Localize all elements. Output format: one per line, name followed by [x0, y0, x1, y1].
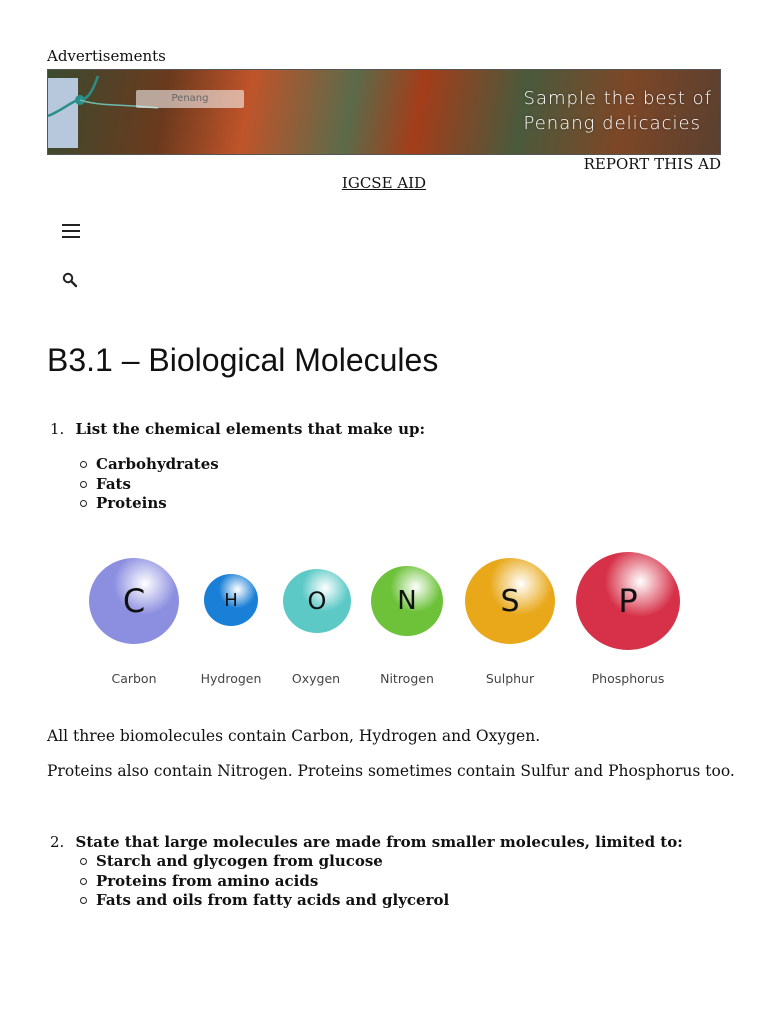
element-symbol: H	[224, 589, 238, 611]
question-1-text: List the chemical elements that make up:	[75, 420, 425, 438]
element-label: Oxygen	[291, 671, 341, 686]
ad-banner[interactable]	[47, 69, 721, 155]
report-ad-link[interactable]: REPORT THIS AD	[583, 155, 721, 173]
chemical-elements-figure	[47, 540, 721, 700]
element-symbol: N	[397, 586, 417, 616]
element-hydrogen-circle	[204, 574, 258, 626]
search-icon[interactable]	[62, 272, 78, 288]
element-label: Carbon	[111, 671, 157, 686]
list-item: Starch and glycogen from glucose	[78, 852, 449, 872]
list-item: Carbohydrates	[78, 455, 219, 475]
list-item: Proteins	[78, 494, 219, 514]
question-2	[50, 833, 683, 851]
element-symbol: O	[307, 587, 327, 615]
advertisements-label: Advertisements	[47, 47, 166, 65]
element-label: Hydrogen	[200, 671, 262, 686]
element-sulphur-circle	[465, 558, 555, 644]
list-item: Fats	[78, 475, 219, 495]
question-1	[50, 420, 425, 438]
question-2-list	[78, 852, 449, 911]
question-2-text: State that large molecules are made from smaller molecules, limited to:	[75, 833, 683, 851]
element-phosphorus-circle	[576, 552, 680, 650]
question-2-number: 2.	[50, 833, 65, 851]
element-carbon-circle	[89, 558, 179, 644]
page-title: B3.1 – Biological Molecules	[47, 342, 439, 378]
ad-headline-line2: Penang delicacies	[523, 113, 701, 134]
element-nitrogen-circle	[371, 566, 443, 636]
element-symbol: C	[122, 582, 146, 620]
element-label: Nitrogen	[380, 671, 434, 686]
element-label: Phosphorus	[591, 671, 665, 686]
hamburger-menu-icon[interactable]	[62, 224, 80, 240]
ad-location-pill: Penang	[136, 90, 244, 108]
site-title-link[interactable]: IGCSE AID	[341, 174, 427, 192]
element-symbol: P	[618, 582, 638, 620]
ad-headline-line1: Sample the best of	[523, 88, 712, 109]
question-1-number: 1.	[50, 420, 65, 438]
question-1-list	[78, 455, 219, 514]
paragraph-biomolecules: All three biomolecules contain Carbon, Hydrogen and Oxygen.	[47, 727, 541, 745]
list-item: Fats and oils from fatty acids and glycerol	[78, 891, 449, 911]
list-item: Proteins from amino acids	[78, 872, 449, 892]
map-route-icon	[48, 70, 168, 155]
element-label: Sulphur	[485, 671, 535, 686]
ad-headline	[524, 86, 712, 136]
element-symbol: S	[500, 583, 520, 619]
paragraph-proteins: Proteins also contain Nitrogen. Proteins sometimes contain Sulfur and Phosphorus too.	[47, 762, 735, 780]
element-oxygen-circle	[283, 569, 351, 633]
